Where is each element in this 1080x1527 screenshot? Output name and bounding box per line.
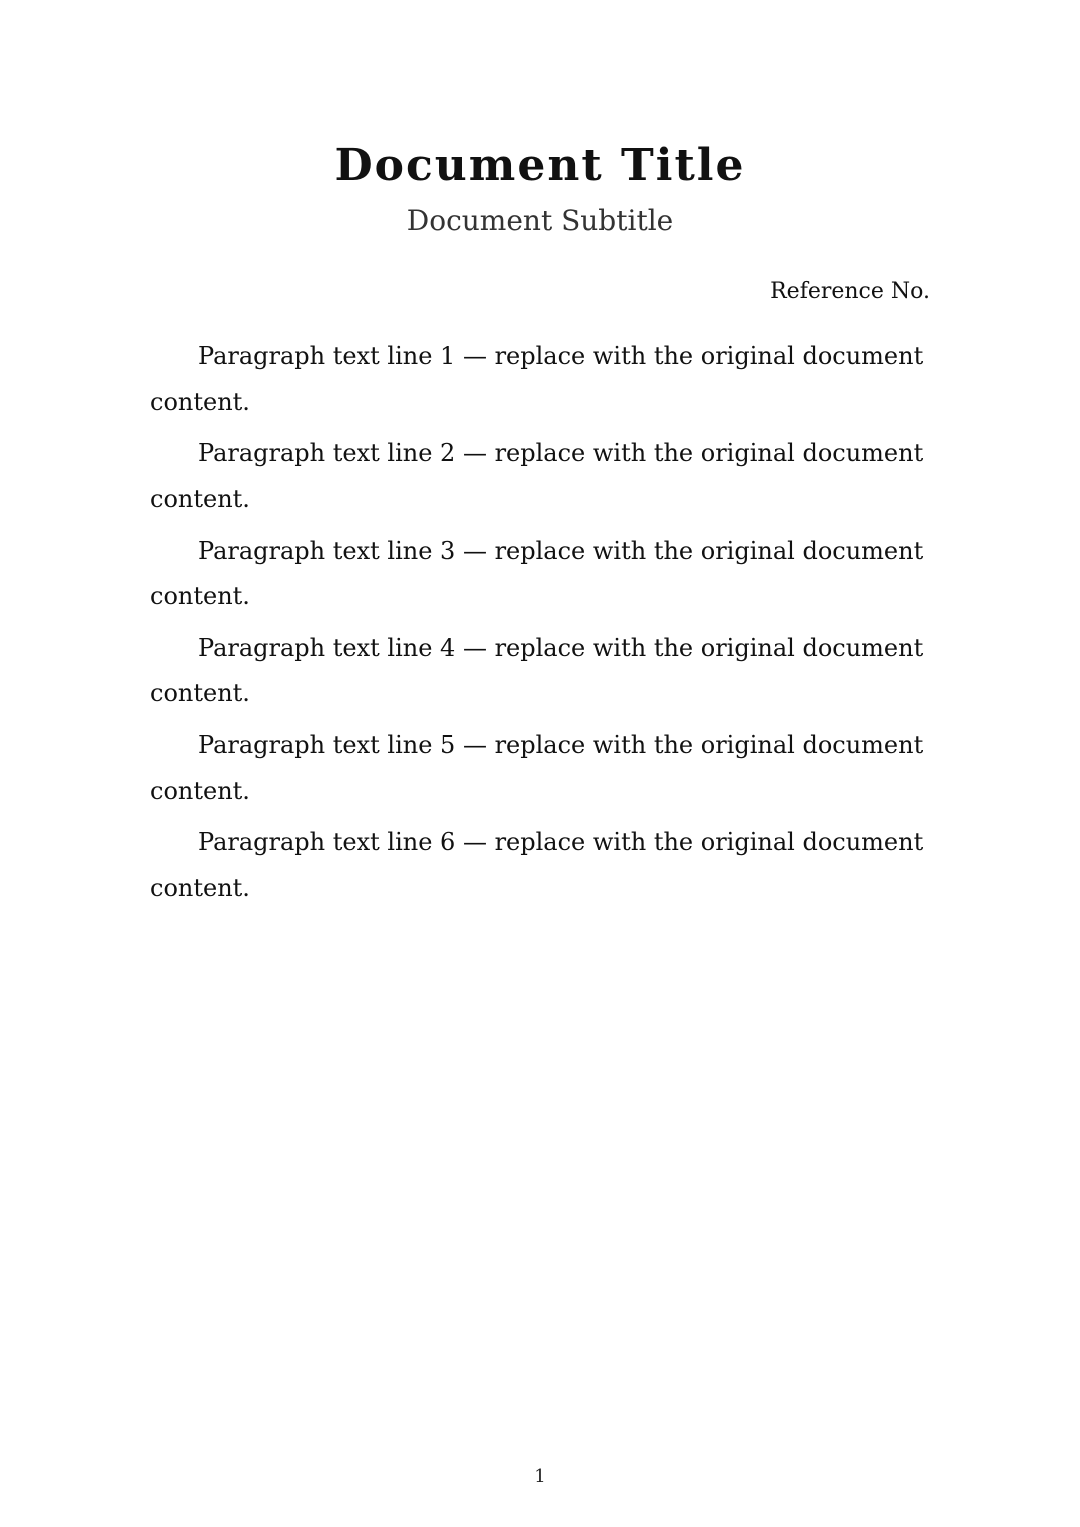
document-reference: Reference No. (770, 279, 930, 305)
document-body (150, 334, 930, 911)
document-subtitle: Document Subtitle (406, 203, 674, 237)
paragraph: Paragraph text line 2 — replace with the original document content. (150, 439, 924, 513)
paragraph: Paragraph text line 3 — replace with the original document content. (150, 536, 924, 611)
paragraph: Paragraph text line 1 — replace with the original document content. (150, 342, 924, 416)
paragraph: Paragraph text line 6 — replace with the original document content. (150, 828, 924, 902)
document-title: Document Title (334, 140, 746, 191)
page-number: 1 (534, 1466, 546, 1487)
paragraph: Paragraph text line 5 — replace with the original document content. (150, 730, 924, 805)
paragraph: Paragraph text line 4 — replace with the original document content. (150, 633, 924, 708)
